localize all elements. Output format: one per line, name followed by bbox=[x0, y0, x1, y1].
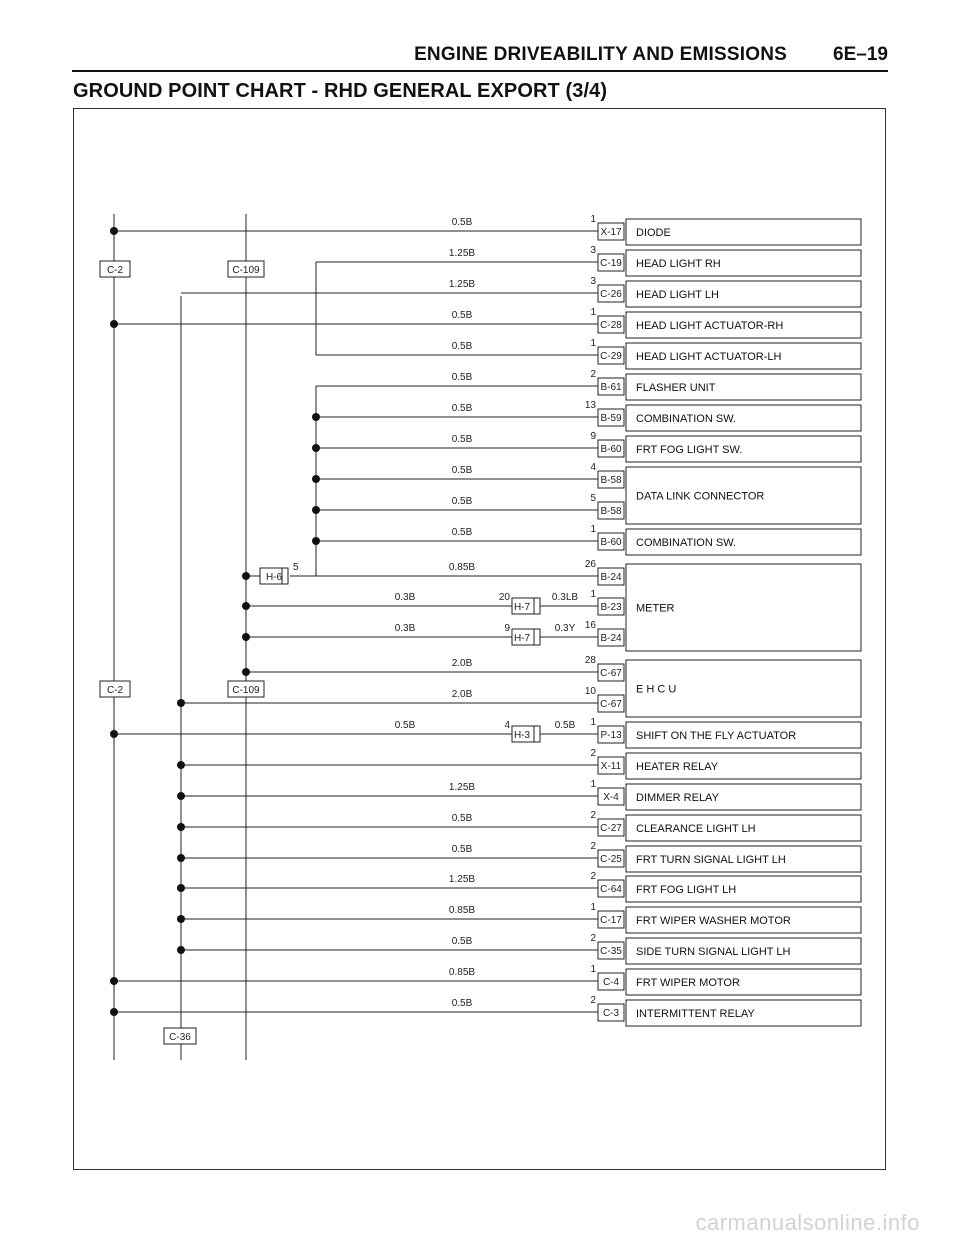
connector-id-1: X-17 bbox=[600, 227, 622, 238]
wire-size-8: 0.5B bbox=[451, 434, 473, 445]
bus-label-c36: C-36 bbox=[169, 1032, 191, 1043]
splice-dot-row-20 bbox=[177, 823, 185, 831]
splice-dot-row-22 bbox=[177, 884, 185, 892]
splice-dot-row-26 bbox=[110, 1008, 118, 1016]
joint-label-13: H-7 bbox=[513, 602, 531, 613]
section-title: ENGINE DRIVEABILITY AND EMISSIONS bbox=[414, 44, 787, 65]
wire-size-9: 0.5B bbox=[451, 465, 473, 476]
component-label-10: COMBINATION SW. bbox=[636, 537, 737, 549]
pin-number-8: 9 bbox=[590, 431, 596, 442]
joint-label-14: H-7 bbox=[513, 633, 531, 644]
wire-size-12: 0.85B bbox=[448, 562, 476, 573]
joint-pin-17: 4 bbox=[504, 720, 510, 731]
pin-number-23: 1 bbox=[590, 902, 596, 913]
wire-size-22: 1.25B bbox=[448, 874, 476, 885]
splice-dot-row-8 bbox=[312, 444, 320, 452]
pin-number-13: 1 bbox=[590, 589, 596, 600]
pin-number-18: 2 bbox=[590, 748, 596, 759]
bus-label-c2-bottom: C-2 bbox=[106, 685, 124, 696]
pin-number-1: 1 bbox=[590, 214, 596, 225]
wire-size-16: 2.0B bbox=[451, 689, 473, 700]
pin-number-22: 2 bbox=[590, 871, 596, 882]
wire-size-6: 0.5B bbox=[451, 372, 473, 383]
component-label-5: HEAD LIGHT ACTUATOR-LH bbox=[636, 351, 782, 363]
wire-size-3: 1.25B bbox=[448, 279, 476, 290]
splice-dot-row-14 bbox=[242, 633, 250, 641]
wire-size-11: 0.5B bbox=[451, 527, 473, 538]
wire-size-7: 0.5B bbox=[451, 403, 473, 414]
connector-id-5: C-29 bbox=[600, 351, 622, 362]
connector-id-9: B-58 bbox=[600, 475, 622, 486]
component-label-20: SIDE TURN SIGNAL LIGHT LH bbox=[636, 946, 791, 958]
splice-dot-row-15 bbox=[242, 668, 250, 676]
connector-id-19: X-4 bbox=[603, 792, 619, 803]
connector-id-13: B-23 bbox=[600, 602, 622, 613]
connector-id-24: C-35 bbox=[600, 946, 622, 957]
connector-id-2: C-19 bbox=[600, 258, 622, 269]
wire-size-25: 0.85B bbox=[448, 967, 476, 978]
pin-number-7: 13 bbox=[584, 400, 596, 411]
splice-dot-row-12 bbox=[242, 572, 250, 580]
bus-label-c109-bottom: C-109 bbox=[232, 685, 260, 696]
component-label-6: FLASHER UNIT bbox=[636, 382, 716, 394]
splice-dot-row-13 bbox=[242, 602, 250, 610]
pin-number-25: 1 bbox=[590, 964, 596, 975]
component-label-21: FRT WIPER MOTOR bbox=[636, 977, 740, 989]
joint-wire-14: 0.3Y bbox=[554, 623, 576, 634]
component-label-17: FRT TURN SIGNAL LIGHT LH bbox=[636, 854, 786, 866]
connector-id-15: C-67 bbox=[600, 668, 622, 679]
pin-number-14: 16 bbox=[584, 620, 596, 631]
splice-dot-row-9 bbox=[312, 475, 320, 483]
connector-id-17: P-13 bbox=[600, 730, 622, 741]
splice-dot-row-17 bbox=[110, 730, 118, 738]
splice-dot-row-11 bbox=[312, 537, 320, 545]
joint-wire-17: 0.5B bbox=[554, 720, 576, 731]
component-label-2: HEAD LIGHT RH bbox=[636, 258, 721, 270]
component-label-14: HEATER RELAY bbox=[636, 761, 719, 773]
splice-dot-row-10 bbox=[312, 506, 320, 514]
pin-number-16: 10 bbox=[584, 686, 596, 697]
connector-id-20: C-27 bbox=[600, 823, 622, 834]
pin-number-2: 3 bbox=[590, 245, 596, 256]
wire-size-26: 0.5B bbox=[451, 998, 473, 1009]
connector-id-6: B-61 bbox=[600, 382, 622, 393]
connector-id-4: C-28 bbox=[600, 320, 622, 331]
pin-number-11: 1 bbox=[590, 524, 596, 535]
wire-size-23: 0.85B bbox=[448, 905, 476, 916]
page-number: 6E–19 bbox=[833, 44, 888, 65]
connector-id-3: C-26 bbox=[600, 289, 622, 300]
pin-number-26: 2 bbox=[590, 995, 596, 1006]
joint-wire-13: 0.3LB bbox=[551, 592, 579, 603]
connector-id-18: X-11 bbox=[600, 761, 622, 772]
connector-id-14: B-24 bbox=[600, 633, 622, 644]
pin-number-5: 1 bbox=[590, 338, 596, 349]
splice-dot-row-16 bbox=[177, 699, 185, 707]
component-label-12: E H C U bbox=[636, 683, 677, 696]
component-label-11: METER bbox=[636, 602, 675, 615]
connector-id-26: C-3 bbox=[602, 1008, 620, 1019]
splice-dot-row-23 bbox=[177, 915, 185, 923]
connector-id-23: C-17 bbox=[600, 915, 622, 926]
splice-dot-row-1 bbox=[110, 227, 118, 235]
wire-size-17: 0.5B bbox=[394, 720, 416, 731]
wire-size-19: 1.25B bbox=[448, 782, 476, 793]
pin-number-4: 1 bbox=[590, 307, 596, 318]
connector-id-7: B-59 bbox=[600, 413, 622, 424]
bus-label-c2-top: C-2 bbox=[106, 265, 124, 276]
wire-size-5: 0.5B bbox=[451, 341, 473, 352]
splice-dot-row-7 bbox=[312, 413, 320, 421]
watermark: carmanualsonline.info bbox=[695, 1210, 920, 1235]
connector-id-10: B-58 bbox=[600, 506, 622, 517]
splice-dot-row-18 bbox=[177, 761, 185, 769]
wire-size-10: 0.5B bbox=[451, 496, 473, 507]
wire-size-14: 0.3B bbox=[394, 623, 416, 634]
pin-number-17: 1 bbox=[590, 717, 596, 728]
pin-number-12: 26 bbox=[584, 559, 596, 570]
wire-size-13: 0.3B bbox=[394, 592, 416, 603]
joint-pin-14: 9 bbox=[504, 623, 510, 634]
splice-dot-row-25 bbox=[110, 977, 118, 985]
connector-id-22: C-64 bbox=[600, 884, 622, 895]
wire-size-21: 0.5B bbox=[451, 844, 473, 855]
wire-size-2: 1.25B bbox=[448, 248, 476, 259]
splice-dot-row-21 bbox=[177, 854, 185, 862]
pin-number-10: 5 bbox=[590, 493, 596, 504]
component-label-8: FRT FOG LIGHT SW. bbox=[636, 444, 743, 456]
component-label-22: INTERMITTENT RELAY bbox=[636, 1008, 755, 1020]
component-label-1: DIODE bbox=[636, 227, 671, 239]
component-label-15: DIMMER RELAY bbox=[636, 792, 719, 804]
wire-size-4: 0.5B bbox=[451, 310, 473, 321]
connector-id-11: B-60 bbox=[600, 537, 622, 548]
connector-id-8: B-60 bbox=[600, 444, 622, 455]
pin-number-19: 1 bbox=[590, 779, 596, 790]
pin-number-3: 3 bbox=[590, 276, 596, 287]
component-label-19: FRT WIPER WASHER MOTOR bbox=[636, 915, 791, 927]
pin-number-15: 28 bbox=[584, 655, 596, 666]
connector-id-25: C-4 bbox=[602, 977, 620, 988]
component-label-4: HEAD LIGHT ACTUATOR-RH bbox=[636, 320, 784, 332]
connector-id-21: C-25 bbox=[600, 854, 622, 865]
pin-number-9: 4 bbox=[590, 462, 596, 473]
joint-label-17: H-3 bbox=[513, 730, 531, 741]
splice-dot-row-19 bbox=[177, 792, 185, 800]
connector-id-12: B-24 bbox=[600, 572, 622, 583]
wire-size-24: 0.5B bbox=[451, 936, 473, 947]
splice-dot-row-24 bbox=[177, 946, 185, 954]
pin-number-21: 2 bbox=[590, 841, 596, 852]
page-title: GROUND POINT CHART - RHD GENERAL EXPORT (3/4) bbox=[73, 80, 608, 102]
wire-size-20: 0.5B bbox=[451, 813, 473, 824]
joint-label-12: H-6 bbox=[265, 572, 283, 583]
connector-id-16: C-67 bbox=[600, 699, 622, 710]
bus-label-c109-top: C-109 bbox=[232, 265, 260, 276]
component-label-9: DATA LINK CONNECTOR bbox=[636, 490, 765, 503]
joint-pin-13: 20 bbox=[498, 592, 510, 603]
component-label-16: CLEARANCE LIGHT LH bbox=[636, 823, 756, 835]
wire-size-15: 2.0B bbox=[451, 658, 473, 669]
pin-number-6: 2 bbox=[590, 369, 596, 380]
component-label-7: COMBINATION SW. bbox=[636, 413, 737, 425]
pin-number-20: 2 bbox=[590, 810, 596, 821]
component-label-13: SHIFT ON THE FLY ACTUATOR bbox=[636, 730, 797, 742]
wire-size-1: 0.5B bbox=[451, 217, 473, 228]
splice-dot-row-4 bbox=[110, 320, 118, 328]
component-label-18: FRT FOG LIGHT LH bbox=[636, 884, 737, 896]
component-label-3: HEAD LIGHT LH bbox=[636, 289, 719, 301]
pin-number-24: 2 bbox=[590, 933, 596, 944]
joint-pin-12: 5 bbox=[293, 562, 299, 573]
